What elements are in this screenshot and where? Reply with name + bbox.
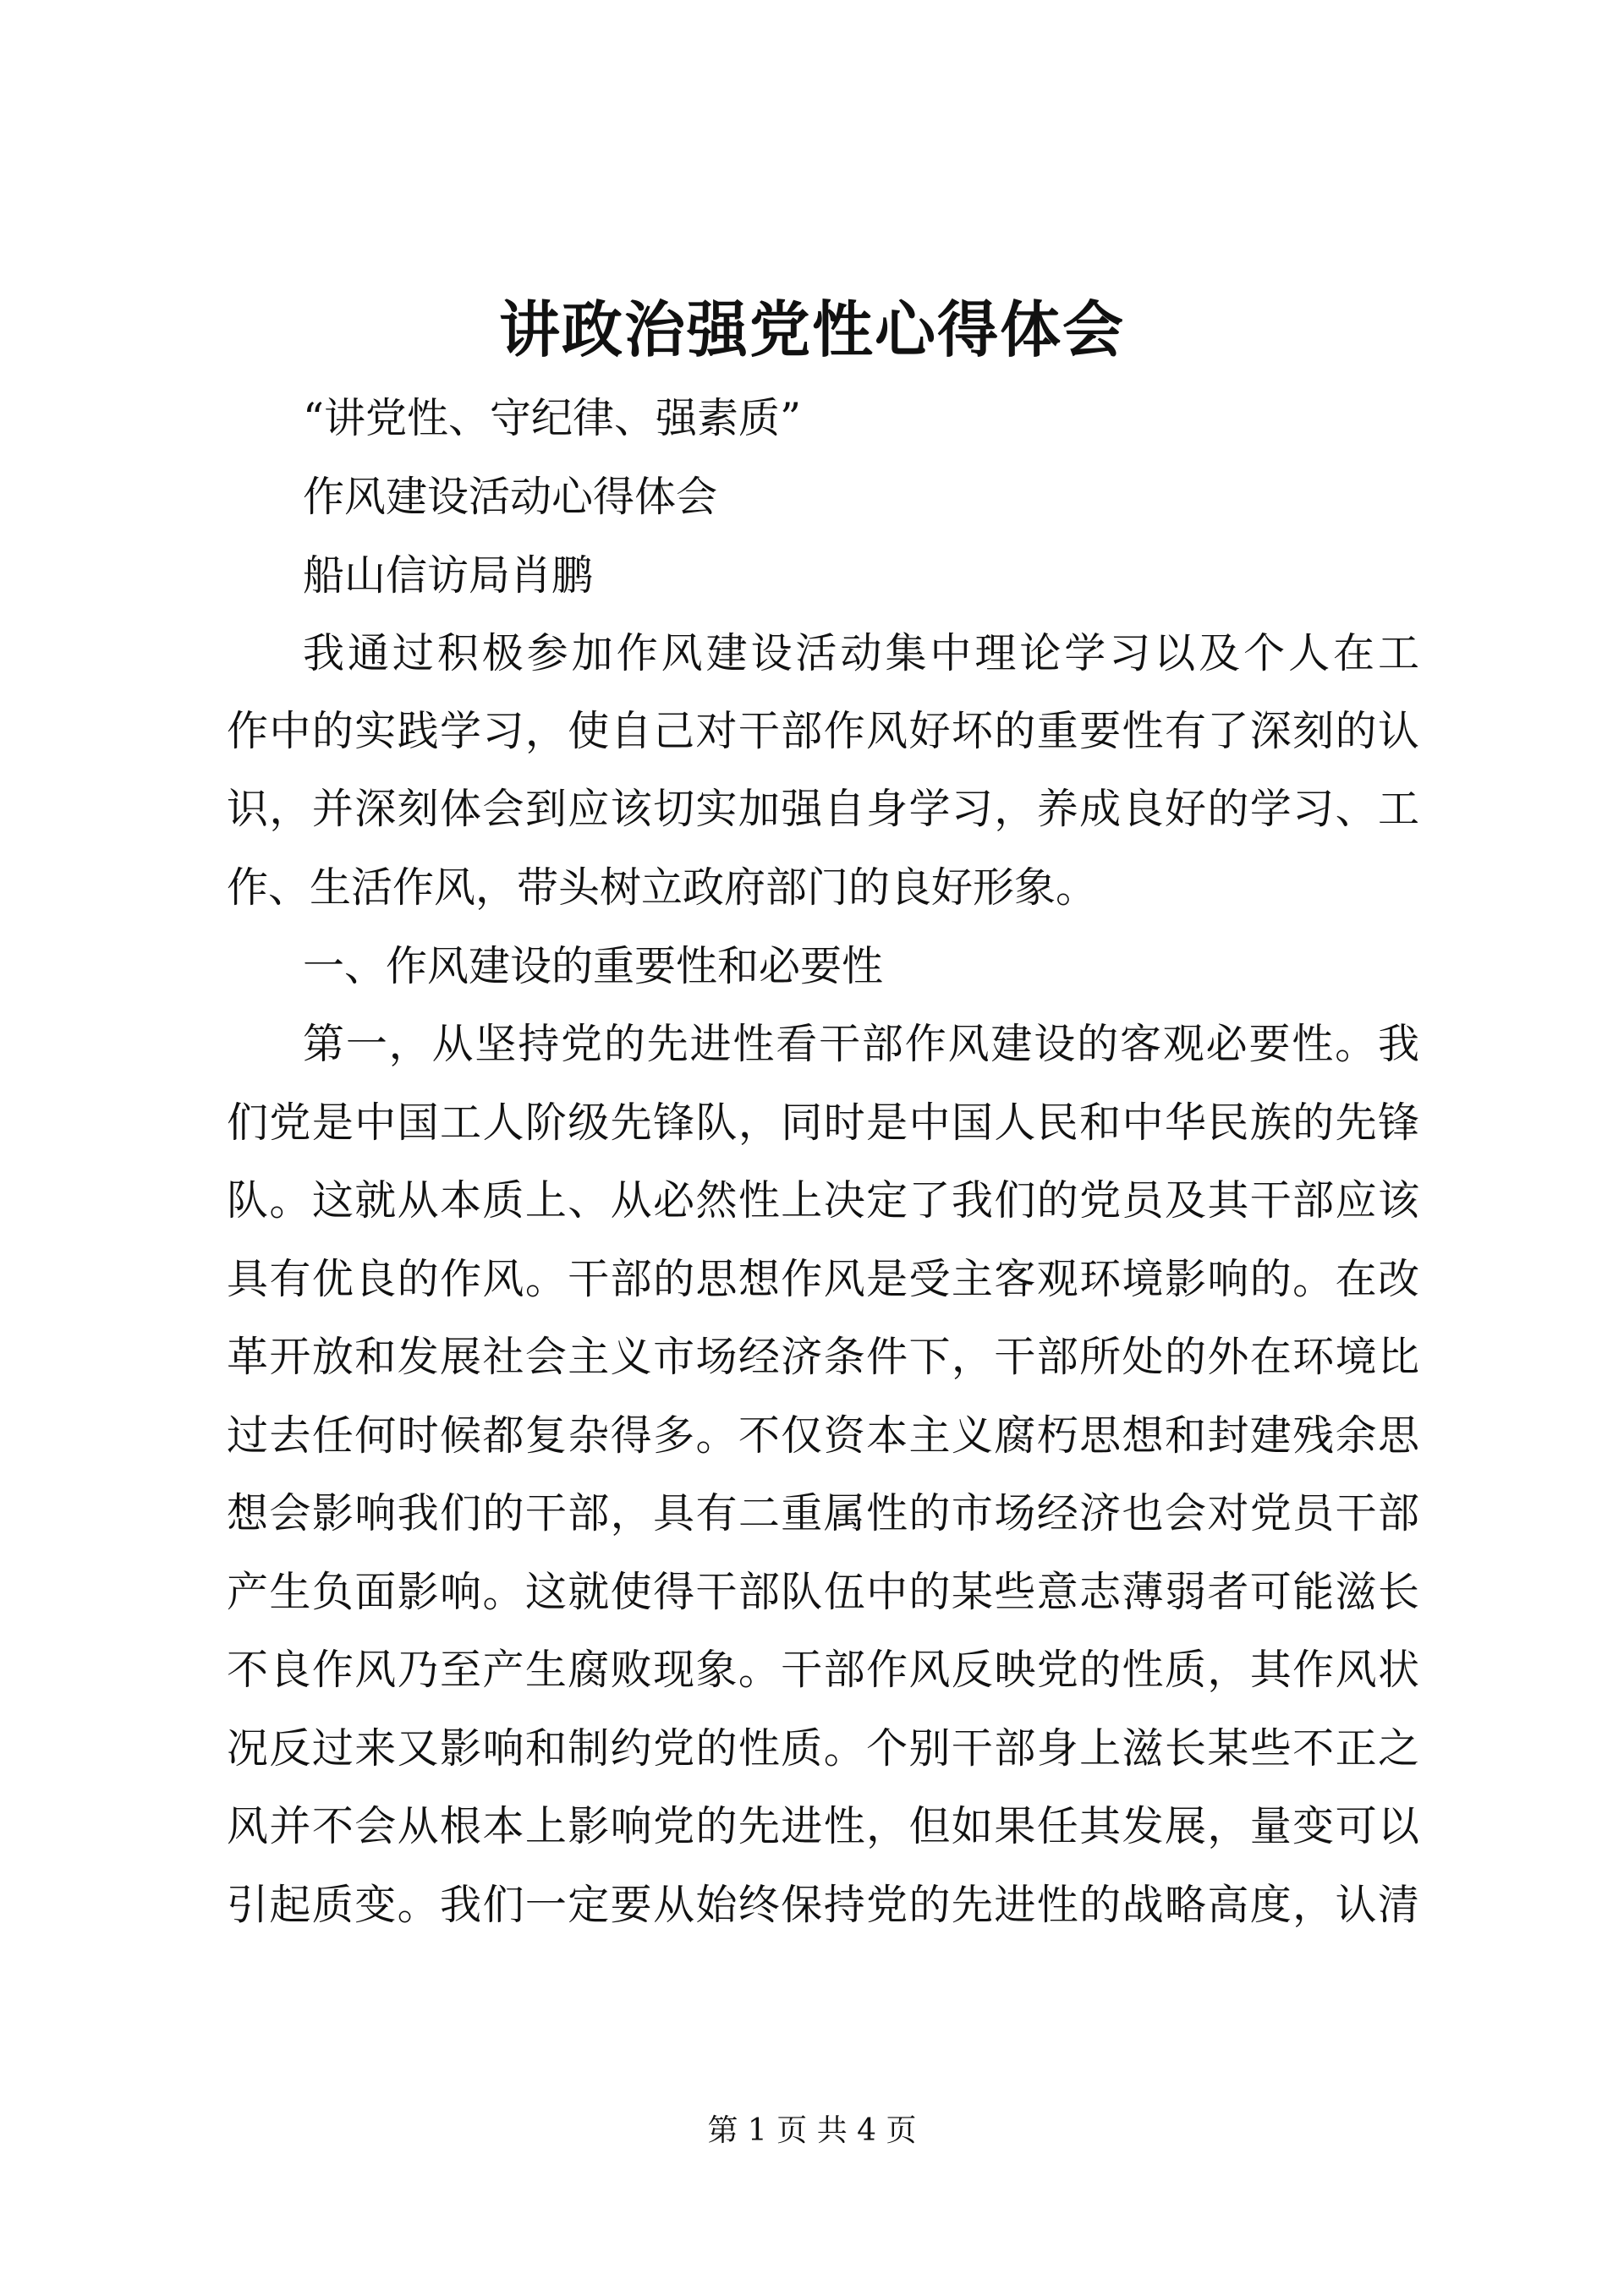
paragraph2-line: 引起质变。我们一定要从始终保持党的先进性的战略高度，认清	[227, 1881, 1419, 1929]
paragraph1-line: 我通过积极参加作风建设活动集中理论学习以及个人在工	[303, 629, 1419, 677]
subtitle-quote: “讲党性、守纪律、强素质”	[303, 394, 802, 442]
paragraph2-line: 过去任何时候都复杂得多。不仅资本主义腐朽思想和封建残余思	[227, 1411, 1419, 1460]
paragraph2-line: 具有优良的作风。干部的思想作风是受主客观环境影响的。在改	[227, 1255, 1419, 1303]
paragraph1-line: 作中的实践学习，使自己对干部作风好坏的重要性有了深刻的认	[227, 707, 1419, 755]
paragraph2-line: 革开放和发展社会主义市场经济条件下，干部所处的外在环境比	[227, 1333, 1419, 1381]
paragraph1-line: 作、生活作风，带头树立政府部门的良好形象。	[227, 863, 1098, 912]
page-footer: 第 1 页 共 4 页	[707, 2113, 917, 2148]
paragraph2-line: 况反过来又影响和制约党的性质。个别干部身上滋长某些不正之	[227, 1724, 1419, 1773]
paragraph2-line: 想会影响我们的干部，具有二重属性的市场经济也会对党员干部	[227, 1489, 1419, 1537]
paragraph2-line: 不良作风乃至产生腐败现象。干部作风反映党的性质，其作风状	[227, 1646, 1419, 1694]
subtitle-activity: 作风建设活动心得体会	[303, 473, 718, 521]
paragraph1-line: 识，并深刻体会到应该切实加强自身学习，养成良好的学习、工	[227, 785, 1419, 833]
paragraph2-line: 队。这就从本质上、从必然性上决定了我们的党员及其干部应该	[227, 1176, 1419, 1225]
paragraph2-line: 们党是中国工人阶级先锋队，同时是中国人民和中华民族的先锋	[227, 1099, 1419, 1147]
document-title: 讲政治强党性心得体会	[498, 293, 1125, 365]
section1-heading: 一、作风建设的重要性和必要性	[303, 942, 884, 990]
paragraph2-line: 产生负面影响。这就使得干部队伍中的某些意志薄弱者可能滋长	[227, 1568, 1419, 1616]
paragraph2-line: 第一，从坚持党的先进性看干部作风建设的客观必要性。我	[303, 1020, 1419, 1068]
paragraph2-line: 风并不会从根本上影响党的先进性，但如果任其发展，量变可以	[227, 1802, 1419, 1850]
author-line: 船山信访局肖鹏	[303, 551, 594, 600]
